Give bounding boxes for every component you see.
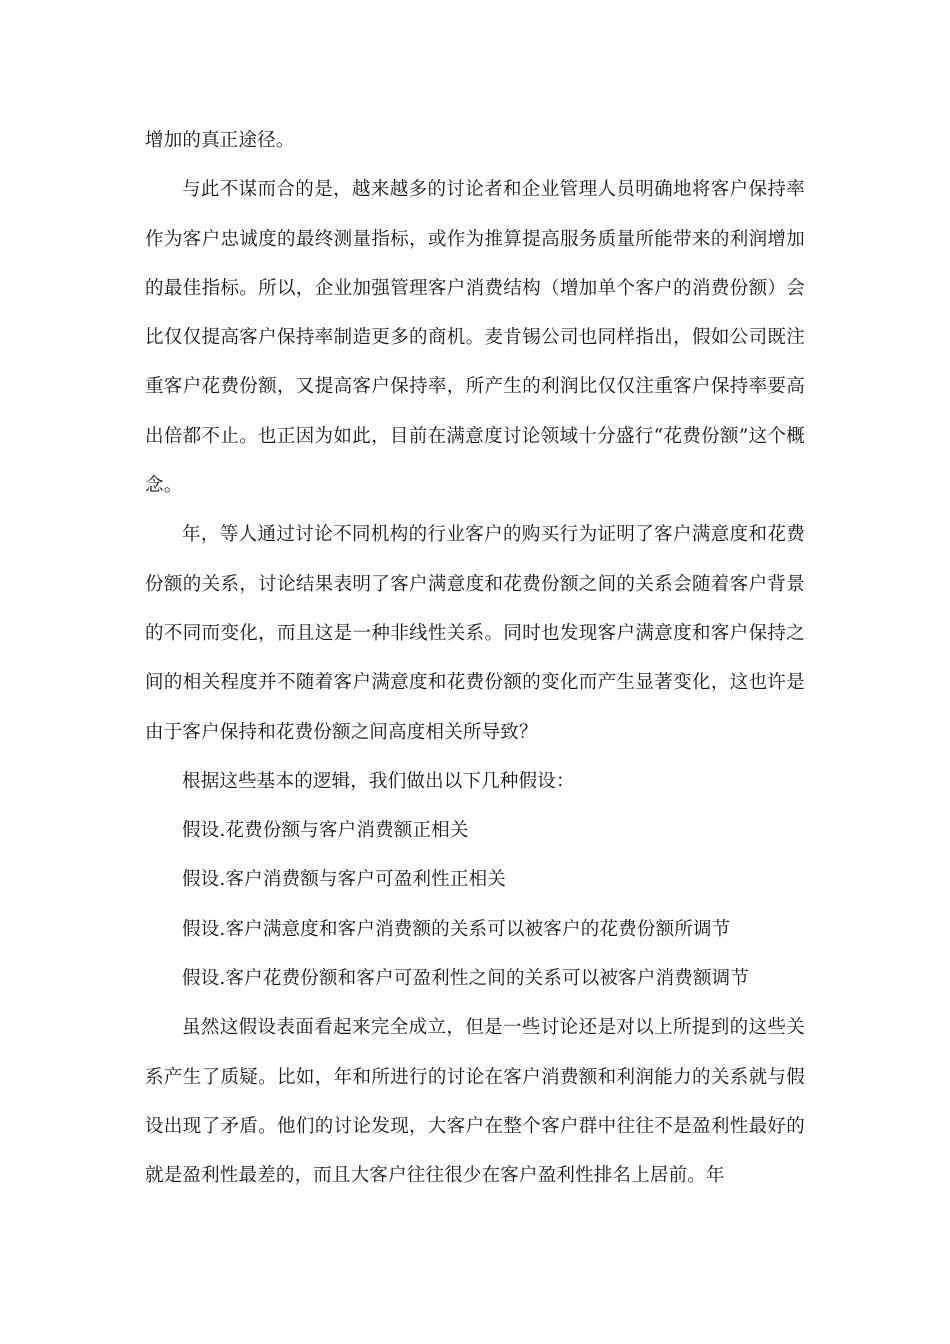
- paragraph-hypotheses-intro: 根据这些基本的逻辑，我们做出以下几种假设：: [182, 770, 575, 792]
- hypothesis-item: 假设.客户花费份额和客户可盈利性之间的关系可以被客户消费额调节: [182, 968, 750, 990]
- document-body: [145, 116, 805, 1201]
- hypothesis-item: 假设.花费份额与客户消费额正相关: [182, 820, 469, 842]
- paragraph-retention: 与此不谋而合的是，越来越多的讨论者和企业管理人员明确地将客户保持率作为客户忠诚度的最终测量指标，或作为推算提高服务质量所能带来的利润增加的最佳指标。所以，企业加强管理客户消费结构（增加单个客户的消费份额）会比仅仅提高客户保持率制造更多的商机。麦肯锡公司也同样指出，假如公司既注重客户花费份额，又提高客户保持率，所产生的利润比仅仅注重客户保持率要高出倍都不止。也正因为如此，目前在满意度讨论领域十分盛行“花费份额”这个概念。: [145, 179, 805, 497]
- paragraph-share-of-spend: 年，等人通过讨论不同机构的行业客户的购买行为证明了客户满意度和花费份额的关系，讨论结果表明了客户满意度和花费份额之间的关系会随着客户背景的不同而变化，而且这是一种非线性关系。同时也发现客户满意度和客户保持之间的相关程度并不随着客户满意度和花费份额的变化而产生显著变化，这也许是由于客户保持和花费份额之间高度相关所导致？: [145, 524, 805, 743]
- paragraph-intro-tail: 增加的真正途径。: [145, 130, 295, 151]
- hypothesis-item: 假设.客户满意度和客户消费额的关系可以被客户的花费份额所调节: [182, 918, 731, 940]
- hypothesis-item: 假设.客户消费额与客户可盈利性正相关: [182, 869, 506, 891]
- paragraph-closing: 虽然这假设表面看起来完全成立，但是一些讨论还是对以上所提到的这些关系产生了质疑。比如，年和所进行的讨论在客户消费额和利润能力的关系就与假设出现了矛盾。他们的讨论发现，大客户在整个客户群中往往不是盈利性最好的就是盈利性最差的，而且大客户往往很少在客户盈利性排名上居前。年: [145, 1017, 805, 1187]
